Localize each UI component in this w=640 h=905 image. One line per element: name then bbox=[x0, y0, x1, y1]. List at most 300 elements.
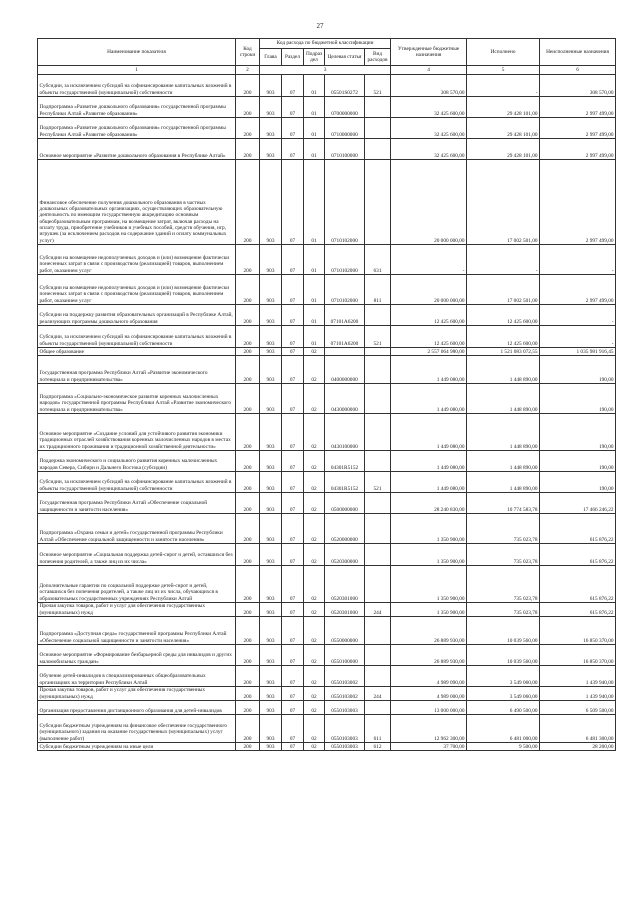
row-approved: 12 425 600,00 bbox=[391, 305, 467, 326]
row-name: Основное мероприятие «Формирование безбарьерной среды для инвалидов и других маломобильных граждан» bbox=[38, 645, 236, 666]
row-approved: 12 425 600,00 bbox=[391, 326, 467, 348]
table-row bbox=[38, 743, 616, 751]
row-executed: 1 521 083 072,55 bbox=[467, 348, 540, 356]
row-razdel: 07 bbox=[282, 701, 304, 715]
table-row bbox=[38, 617, 616, 645]
row-podrazdel: 02 bbox=[304, 493, 325, 514]
table-row bbox=[38, 514, 616, 544]
row-name: Подпрограмма «Доступная среда» государственной программы Республики Алтай «Обеспечение социальной защищенности и занятости населения» bbox=[38, 617, 236, 645]
row-unexecuted: 2 997 499,00 bbox=[540, 160, 616, 245]
table-row bbox=[38, 715, 616, 743]
row-razdel: 07 bbox=[282, 666, 304, 687]
row-executed: 17 002 501,00 bbox=[467, 275, 540, 305]
row-unexecuted: 6 509 500,00 bbox=[540, 701, 616, 715]
row-line-code: 200 bbox=[236, 666, 260, 687]
row-podrazdel: 02 bbox=[304, 348, 325, 356]
row-target: 0550103003 bbox=[325, 701, 365, 715]
header-classification: Код расхода по бюджетной классификации bbox=[260, 39, 391, 49]
row-line-code: 200 bbox=[236, 493, 260, 514]
row-target: 0710102000 bbox=[325, 275, 365, 305]
row-line-code: 200 bbox=[236, 118, 260, 139]
row-approved: 1 449 080,00 bbox=[391, 356, 467, 384]
row-unexecuted: 615 876,22 bbox=[540, 603, 616, 617]
row-razdel: 07 bbox=[282, 75, 304, 97]
row-glava: 903 bbox=[260, 603, 282, 617]
row-glava: 903 bbox=[260, 118, 282, 139]
column-number: 3 bbox=[260, 66, 391, 75]
row-expense-type bbox=[365, 348, 391, 356]
row-unexecuted: 190,00 bbox=[540, 414, 616, 451]
row-expense-type bbox=[365, 566, 391, 603]
row-approved: 308 570,00 bbox=[391, 75, 467, 97]
table-row bbox=[38, 75, 616, 97]
row-glava: 903 bbox=[260, 348, 282, 356]
row-name: Подпрограмма «Социально-экономическое развитие коренных малочисленных народов» государственной программы Республики Алтай «Развитие экономического потенциала и предпринимательства» bbox=[38, 384, 236, 414]
row-line-code: 200 bbox=[236, 75, 260, 97]
row-executed: 12 425 600,00 bbox=[467, 305, 540, 326]
row-name: Основное мероприятие «Социальная поддержка детей-сирот и детей, оставшихся без попечения родителей, а также лиц из их числа» bbox=[38, 544, 236, 566]
row-executed: 1 448 890,00 bbox=[467, 414, 540, 451]
row-expense-type: 244 bbox=[365, 603, 391, 617]
row-expense-type: 811 bbox=[365, 275, 391, 305]
row-razdel: 07 bbox=[282, 414, 304, 451]
row-approved: 4 989 090,00 bbox=[391, 666, 467, 687]
header-glava: Глава bbox=[260, 49, 282, 66]
row-razdel: 07 bbox=[282, 493, 304, 514]
row-unexecuted: 190,00 bbox=[540, 356, 616, 384]
row-expense-type: 244 bbox=[365, 687, 391, 701]
table-row bbox=[38, 245, 616, 275]
row-executed: - bbox=[467, 245, 540, 275]
row-glava: 903 bbox=[260, 139, 282, 160]
table-row bbox=[38, 645, 616, 666]
row-approved: 28 240 830,00 bbox=[391, 493, 467, 514]
row-line-code: 200 bbox=[236, 275, 260, 305]
row-executed: 10 774 583,78 bbox=[467, 493, 540, 514]
row-glava: 903 bbox=[260, 75, 282, 97]
row-expense-type bbox=[365, 617, 391, 645]
row-podrazdel: 02 bbox=[304, 414, 325, 451]
table-row bbox=[38, 356, 616, 384]
row-approved: 26 889 930,00 bbox=[391, 645, 467, 666]
table-row bbox=[38, 687, 616, 701]
row-expense-type bbox=[365, 414, 391, 451]
row-podrazdel: 01 bbox=[304, 160, 325, 245]
row-approved: 1 350 900,00 bbox=[391, 514, 467, 544]
row-podrazdel: 02 bbox=[304, 687, 325, 701]
row-razdel: 07 bbox=[282, 348, 304, 356]
row-line-code: 200 bbox=[236, 160, 260, 245]
row-target: 0700000000 bbox=[325, 97, 365, 118]
row-razdel: 07 bbox=[282, 514, 304, 544]
table-row bbox=[38, 701, 616, 715]
row-approved: 13 000 000,00 bbox=[391, 701, 467, 715]
row-expense-type bbox=[365, 305, 391, 326]
row-target bbox=[325, 348, 365, 356]
row-name: Государственная программа Республики Алтай «Обеспечение социальной защищенности и занятости населения» bbox=[38, 493, 236, 514]
row-target: 0430100000 bbox=[325, 414, 365, 451]
row-executed: 10 039 560,00 bbox=[467, 617, 540, 645]
row-expense-type bbox=[365, 701, 391, 715]
row-executed: 1 448 890,00 bbox=[467, 356, 540, 384]
row-line-code: 200 bbox=[236, 472, 260, 493]
row-glava: 903 bbox=[260, 687, 282, 701]
row-approved: 32 425 600,00 bbox=[391, 139, 467, 160]
row-line-code: 200 bbox=[236, 566, 260, 603]
table-row bbox=[38, 384, 616, 414]
row-line-code: 200 bbox=[236, 687, 260, 701]
row-approved: 1 449 080,00 bbox=[391, 414, 467, 451]
row-podrazdel: 02 bbox=[304, 617, 325, 645]
row-expense-type bbox=[365, 514, 391, 544]
row-expense-type bbox=[365, 118, 391, 139]
row-glava: 903 bbox=[260, 356, 282, 384]
row-executed: 29 428 101,00 bbox=[467, 118, 540, 139]
row-name: Субсидии бюджетным учреждениям на финансовое обеспечение государственного (муниципального) задания на оказание государственных (муниципальных) услуг (выполнение работ) bbox=[38, 715, 236, 743]
row-unexecuted: 2 997 499,00 bbox=[540, 139, 616, 160]
row-podrazdel: 01 bbox=[304, 275, 325, 305]
row-line-code: 200 bbox=[236, 617, 260, 645]
row-name: Государственная программа Республики Алтай «Развитие экономического потенциала и предпринимательства» bbox=[38, 356, 236, 384]
row-name: Подпрограмма «Развитие дошкольного образования» государственной программы Республики Алтай «Развитие образования» bbox=[38, 97, 236, 118]
row-executed: 12 425 600,00 bbox=[467, 326, 540, 348]
row-unexecuted: 1 439 940,00 bbox=[540, 666, 616, 687]
row-target: 0710102000 bbox=[325, 245, 365, 275]
row-glava: 903 bbox=[260, 701, 282, 715]
row-target: 0710000000 bbox=[325, 118, 365, 139]
row-unexecuted: 17 466 246,22 bbox=[540, 493, 616, 514]
row-name: Общее образование bbox=[38, 348, 236, 356]
row-razdel: 07 bbox=[282, 617, 304, 645]
row-razdel: 07 bbox=[282, 275, 304, 305]
row-line-code: 200 bbox=[236, 701, 260, 715]
row-expense-type bbox=[365, 356, 391, 384]
row-name: Субсидии бюджетным учреждениям на иные цели bbox=[38, 743, 236, 751]
row-razdel: 07 bbox=[282, 687, 304, 701]
row-approved: - bbox=[391, 245, 467, 275]
row-podrazdel: 02 bbox=[304, 666, 325, 687]
table-row bbox=[38, 118, 616, 139]
row-expense-type: 631 bbox=[365, 245, 391, 275]
row-approved: 12 962 300,00 bbox=[391, 715, 467, 743]
row-line-code: 200 bbox=[236, 544, 260, 566]
row-name: Прочая закупка товаров, работ и услуг для обеспечения государственных (муниципальных) нужд bbox=[38, 687, 236, 701]
row-target: 07101А6200 bbox=[325, 326, 365, 348]
column-number: 1 bbox=[38, 66, 236, 75]
row-name: Подпрограмма «Развитие дошкольного образования» государственной программы Республики Алтай «Развитие образования» bbox=[38, 118, 236, 139]
table-row bbox=[38, 414, 616, 451]
row-podrazdel: 01 bbox=[304, 75, 325, 97]
row-target: 0400000000 bbox=[325, 356, 365, 384]
row-target: 0520301000 bbox=[325, 603, 365, 617]
column-number: 6 bbox=[540, 66, 616, 75]
header-expense-type: Вид расходов bbox=[365, 49, 391, 66]
row-target: 0520301000 bbox=[325, 566, 365, 603]
row-razdel: 07 bbox=[282, 384, 304, 414]
row-target: 0550103003 bbox=[325, 715, 365, 743]
row-executed: 29 428 101,00 bbox=[467, 97, 540, 118]
row-target: 05501S0272 bbox=[325, 75, 365, 97]
row-name: Основное мероприятие «Создание условий для устойчивого развития экономики традиционных отраслей хозяйствования коренных малочисленных народов в местах их традиционного проживания и традиционной хозяйственной деятельности» bbox=[38, 414, 236, 451]
row-approved: 1 449 080,00 bbox=[391, 451, 467, 472]
row-name: Поддержка экономического и социального развития коренных малочисленных народов Севера, Сибири и Дальнего Востока (субсидии) bbox=[38, 451, 236, 472]
row-podrazdel: 02 bbox=[304, 645, 325, 666]
row-name: Основное мероприятие «Развитие дошкольного образования в Республике Алтай» bbox=[38, 139, 236, 160]
row-approved: 32 425 600,00 bbox=[391, 118, 467, 139]
row-podrazdel: 01 bbox=[304, 326, 325, 348]
table-header bbox=[38, 39, 616, 75]
row-podrazdel: 02 bbox=[304, 544, 325, 566]
row-executed: 17 002 501,00 bbox=[467, 160, 540, 245]
row-expense-type bbox=[365, 544, 391, 566]
header-razdel: Раздел bbox=[282, 49, 304, 66]
column-number: 5 bbox=[467, 66, 540, 75]
row-podrazdel: 01 bbox=[304, 97, 325, 118]
row-expense-type bbox=[365, 97, 391, 118]
row-podrazdel: 02 bbox=[304, 603, 325, 617]
row-executed: 6 481 000,00 bbox=[467, 715, 540, 743]
row-unexecuted: 615 876,22 bbox=[540, 544, 616, 566]
row-name: Субсидии, за исключением субсидий на софинансирование капитальных вложений в объекты государственной (муниципальной) собственности bbox=[38, 472, 236, 493]
row-approved: 2 557 064 980,00 bbox=[391, 348, 467, 356]
header-target: Целевая статья bbox=[325, 49, 365, 66]
row-glava: 903 bbox=[260, 715, 282, 743]
row-glava: 903 bbox=[260, 275, 282, 305]
row-unexecuted: 1 035 981 916,45 bbox=[540, 348, 616, 356]
row-podrazdel: 02 bbox=[304, 356, 325, 384]
row-unexecuted: 6 481 300,00 bbox=[540, 715, 616, 743]
row-glava: 903 bbox=[260, 414, 282, 451]
row-glava: 903 bbox=[260, 472, 282, 493]
row-target: 0710102000 bbox=[325, 160, 365, 245]
row-razdel: 07 bbox=[282, 645, 304, 666]
row-expense-type bbox=[365, 493, 391, 514]
row-unexecuted: 28 200,00 bbox=[540, 743, 616, 751]
row-unexecuted: 16 850 370,00 bbox=[540, 645, 616, 666]
row-unexecuted: - bbox=[540, 305, 616, 326]
row-approved: 26 889 930,00 bbox=[391, 617, 467, 645]
row-line-code: 200 bbox=[236, 356, 260, 384]
row-name: Субсидии, за исключением субсидий на софинансирование капитальных вложений в объекты государственной (муниципальной) собственности bbox=[38, 75, 236, 97]
row-podrazdel: 01 bbox=[304, 245, 325, 275]
row-approved: 1 350 900,00 bbox=[391, 603, 467, 617]
row-target: 04301R5152 bbox=[325, 472, 365, 493]
row-target: 0550103003 bbox=[325, 743, 365, 751]
row-executed: 1 448 890,00 bbox=[467, 451, 540, 472]
row-unexecuted: 190,00 bbox=[540, 472, 616, 493]
row-approved: 20 000 000,00 bbox=[391, 160, 467, 245]
table-row bbox=[38, 305, 616, 326]
row-executed: 735 023,78 bbox=[467, 603, 540, 617]
row-razdel: 07 bbox=[282, 326, 304, 348]
header-name: Наименование показателя bbox=[38, 39, 236, 66]
table-row bbox=[38, 603, 616, 617]
row-target: 0520300000 bbox=[325, 544, 365, 566]
row-executed: 9 500,00 bbox=[467, 743, 540, 751]
row-glava: 903 bbox=[260, 326, 282, 348]
row-razdel: 07 bbox=[282, 118, 304, 139]
row-name: Финансовое обеспечение получения дошкольного образования в частных дошкольных образовательных организациях, осуществляющих образовательную деятельность по имеющим государственную аккредитацию основным общеобразовательным программам, на возмещение затрат, включая расходы на оплату труда, приобретение учебников и учебных пособий, средств обучения, игр, игрушек (за исключением расходов на содержание зданий и оплату коммунальных услуг) bbox=[38, 160, 236, 245]
row-glava: 903 bbox=[260, 245, 282, 275]
row-razdel: 07 bbox=[282, 743, 304, 751]
row-glava: 903 bbox=[260, 617, 282, 645]
row-expense-type: 521 bbox=[365, 472, 391, 493]
row-razdel: 07 bbox=[282, 160, 304, 245]
row-executed: 3 549 060,00 bbox=[467, 687, 540, 701]
row-glava: 903 bbox=[260, 493, 282, 514]
row-executed: 1 448 890,00 bbox=[467, 472, 540, 493]
table-row bbox=[38, 566, 616, 603]
row-expense-type: 611 bbox=[365, 715, 391, 743]
row-approved: 20 000 000,00 bbox=[391, 275, 467, 305]
row-executed: 29 428 101,00 bbox=[467, 139, 540, 160]
header-executed: Исполнено bbox=[467, 39, 540, 66]
row-line-code: 200 bbox=[236, 245, 260, 275]
row-line-code: 200 bbox=[236, 97, 260, 118]
row-executed: 735 023,78 bbox=[467, 566, 540, 603]
row-line-code: 200 bbox=[236, 139, 260, 160]
row-line-code: 200 bbox=[236, 645, 260, 666]
row-podrazdel: 02 bbox=[304, 743, 325, 751]
row-unexecuted: 308 570,00 bbox=[540, 75, 616, 97]
row-approved: 37 700,00 bbox=[391, 743, 467, 751]
row-unexecuted: 2 997 499,00 bbox=[540, 275, 616, 305]
table-body bbox=[38, 75, 616, 751]
row-line-code: 200 bbox=[236, 305, 260, 326]
row-line-code: 200 bbox=[236, 451, 260, 472]
budget-execution-table bbox=[37, 38, 616, 751]
row-name: Обучение детей-инвалидов в специализированных общеобразовательных организациях на территории Республики Алтай bbox=[38, 666, 236, 687]
header-unexecuted: Неисполненные назначения bbox=[540, 39, 616, 66]
row-glava: 903 bbox=[260, 451, 282, 472]
row-expense-type: 612 bbox=[365, 743, 391, 751]
row-glava: 903 bbox=[260, 305, 282, 326]
row-razdel: 07 bbox=[282, 305, 304, 326]
row-unexecuted: 190,00 bbox=[540, 384, 616, 414]
row-unexecuted: 2 997 499,00 bbox=[540, 118, 616, 139]
row-expense-type bbox=[365, 645, 391, 666]
row-approved: 4 989 000,00 bbox=[391, 687, 467, 701]
row-glava: 903 bbox=[260, 645, 282, 666]
row-razdel: 07 bbox=[282, 245, 304, 275]
row-razdel: 07 bbox=[282, 472, 304, 493]
header-line-code: Код строки bbox=[236, 39, 260, 66]
table-row bbox=[38, 139, 616, 160]
table-row bbox=[38, 544, 616, 566]
page-number: 27 bbox=[316, 22, 324, 30]
row-name: Субсидии на возмещение недополученных доходов и (или) возмещение фактически понесенных затрат в связи с производством (реализацией) товаров, выполнением работ, оказанием услуг bbox=[38, 245, 236, 275]
row-razdel: 07 bbox=[282, 566, 304, 603]
row-podrazdel: 01 bbox=[304, 139, 325, 160]
row-glava: 903 bbox=[260, 544, 282, 566]
row-unexecuted: 190,00 bbox=[540, 451, 616, 472]
row-name: Субсидии, за исключением субсидий на софинансирование капитальных вложений в объекты государственной (муниципальной) собственности bbox=[38, 326, 236, 348]
row-target: 0520000000 bbox=[325, 514, 365, 544]
row-name: Субсидии на возмещение недополученных доходов и (или) возмещение фактически понесенных затрат в связи с производством (реализацией) товаров, выполнением работ, оказанием услуг bbox=[38, 275, 236, 305]
table-row bbox=[38, 451, 616, 472]
row-unexecuted: 1 439 940,00 bbox=[540, 687, 616, 701]
row-expense-type bbox=[365, 384, 391, 414]
row-expense-type bbox=[365, 139, 391, 160]
row-unexecuted: 615 876,22 bbox=[540, 566, 616, 603]
row-name: Организация предоставления дистанционного образования для детей-инвалидов bbox=[38, 701, 236, 715]
row-unexecuted: 2 997 499,00 bbox=[540, 97, 616, 118]
row-executed: 735 023,78 bbox=[467, 544, 540, 566]
row-line-code: 200 bbox=[236, 743, 260, 751]
table-row bbox=[38, 97, 616, 118]
table-row bbox=[38, 348, 616, 356]
row-approved: 32 425 600,00 bbox=[391, 97, 467, 118]
table-row bbox=[38, 493, 616, 514]
row-target: 04301R5152 bbox=[325, 451, 365, 472]
row-razdel: 07 bbox=[282, 97, 304, 118]
row-target: 0550000000 bbox=[325, 617, 365, 645]
row-glava: 903 bbox=[260, 566, 282, 603]
row-executed: 3 549 060,00 bbox=[467, 666, 540, 687]
row-expense-type bbox=[365, 666, 391, 687]
row-razdel: 07 bbox=[282, 139, 304, 160]
row-name: Подпрограмма «Охрана семьи и детей» государственной программы Республики Алтай «Обеспечение социальной защищенности и занятости населения» bbox=[38, 514, 236, 544]
row-glava: 903 bbox=[260, 97, 282, 118]
row-razdel: 07 bbox=[282, 544, 304, 566]
column-number: 4 bbox=[391, 66, 467, 75]
row-executed: 6 490 500,00 bbox=[467, 701, 540, 715]
row-target: 0500000000 bbox=[325, 493, 365, 514]
row-target: 07101А6200 bbox=[325, 305, 365, 326]
row-line-code: 200 bbox=[236, 348, 260, 356]
row-line-code: 200 bbox=[236, 514, 260, 544]
row-razdel: 07 bbox=[282, 356, 304, 384]
row-podrazdel: 01 bbox=[304, 305, 325, 326]
row-target: 0710100000 bbox=[325, 139, 365, 160]
row-target: 0550103002 bbox=[325, 666, 365, 687]
column-numbers-row bbox=[38, 66, 616, 75]
row-line-code: 200 bbox=[236, 603, 260, 617]
row-name: Прочая закупка товаров, работ и услуг для обеспечения государственных (муниципальных) нужд bbox=[38, 603, 236, 617]
row-podrazdel: 02 bbox=[304, 701, 325, 715]
row-line-code: 200 bbox=[236, 326, 260, 348]
row-executed: 1 448 890,00 bbox=[467, 384, 540, 414]
row-unexecuted: - bbox=[540, 245, 616, 275]
row-name: Субсидии на поддержку развития образовательных организаций в Республике Алтай, реализующих программы дошкольного образования bbox=[38, 305, 236, 326]
row-glava: 903 bbox=[260, 666, 282, 687]
row-razdel: 07 bbox=[282, 603, 304, 617]
table-row bbox=[38, 326, 616, 348]
header-podrazdel: Подраз дел bbox=[304, 49, 325, 66]
row-podrazdel: 02 bbox=[304, 566, 325, 603]
row-target: 0430000000 bbox=[325, 384, 365, 414]
table-row bbox=[38, 275, 616, 305]
table-row bbox=[38, 160, 616, 245]
table-row bbox=[38, 666, 616, 687]
row-podrazdel: 01 bbox=[304, 118, 325, 139]
row-unexecuted: 16 850 370,00 bbox=[540, 617, 616, 645]
row-podrazdel: 02 bbox=[304, 451, 325, 472]
row-unexecuted: 615 876,22 bbox=[540, 514, 616, 544]
row-razdel: 07 bbox=[282, 715, 304, 743]
row-glava: 903 bbox=[260, 743, 282, 751]
row-approved: 1 449 080,00 bbox=[391, 384, 467, 414]
row-expense-type: 521 bbox=[365, 326, 391, 348]
row-expense-type bbox=[365, 160, 391, 245]
row-line-code: 200 bbox=[236, 384, 260, 414]
row-podrazdel: 02 bbox=[304, 472, 325, 493]
row-name: Дополнительные гарантии по социальной поддержке детей-сирот и детей, оставшихся без попечения родителей, а также лиц из их числа, обучающихся в образовательных государственных учреждениях Республики Алтай bbox=[38, 566, 236, 603]
row-line-code: 200 bbox=[236, 715, 260, 743]
row-expense-type bbox=[365, 451, 391, 472]
row-podrazdel: 02 bbox=[304, 514, 325, 544]
row-approved: 1 350 900,00 bbox=[391, 566, 467, 603]
